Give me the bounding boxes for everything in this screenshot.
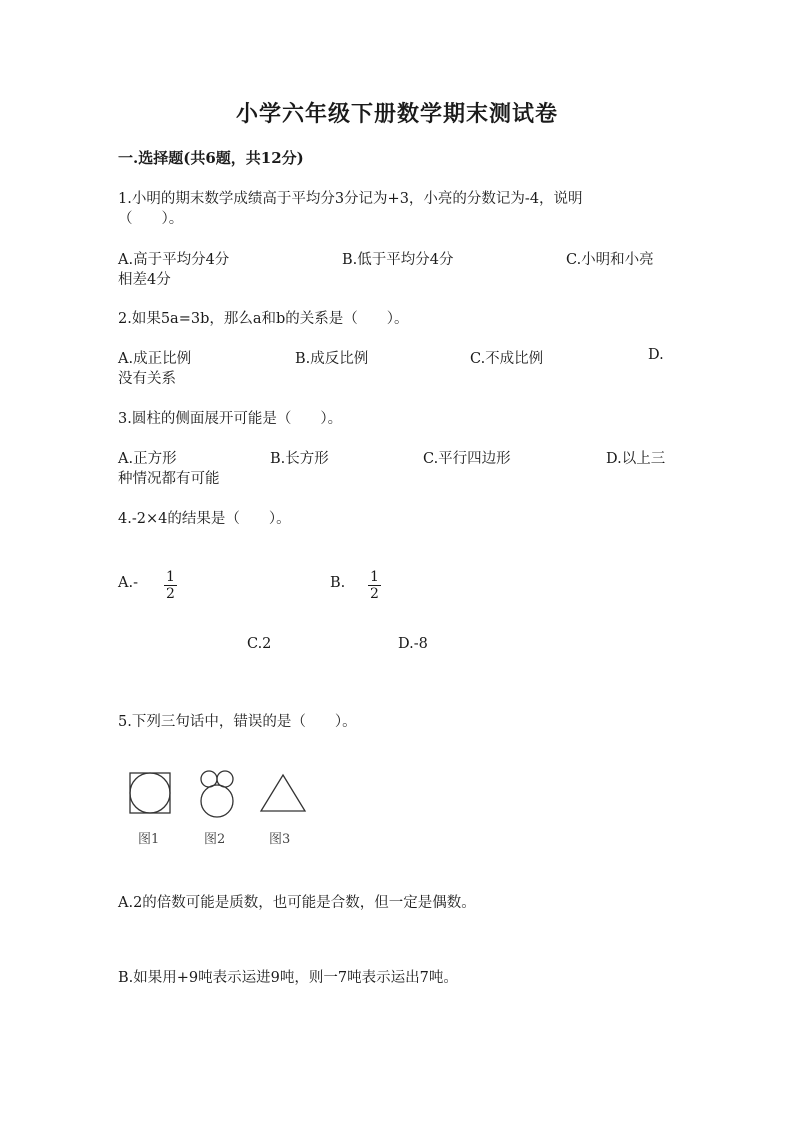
q4-option-b: B. xyxy=(330,575,346,591)
q1-option-c: C.小明和小亮 xyxy=(566,252,654,268)
q4-option-d: D.-8 xyxy=(398,636,428,652)
q4-stem: 4.-2×4的结果是（ ）。 xyxy=(118,511,291,527)
q1-option-a: A.高于平均分4分 xyxy=(118,252,230,268)
q1-stem: 1.小明的期末数学成绩高于平均分3分记为+3，小亮的分数记为-4，说明 xyxy=(118,191,583,207)
q5-stem: 5.下列三句话中，错误的是（ ）。 xyxy=(118,714,357,730)
figure1-label: 图1 xyxy=(138,832,160,847)
q3-option-c: C.平行四边形 xyxy=(423,451,511,467)
figure2-label: 图2 xyxy=(204,832,226,847)
figure3-label: 图3 xyxy=(269,832,291,847)
section-heading: 一.选择题(共6题，共12分) xyxy=(118,149,304,167)
q2-option-a: A.成正比例 xyxy=(118,351,192,367)
q3-stem: 3.圆柱的侧面展开可能是（ ）。 xyxy=(118,411,343,427)
page-title: 小学六年级下册数学期末测试卷 xyxy=(235,101,558,127)
q4-option-a-fraction xyxy=(164,569,177,602)
fraction-denominator: 2 xyxy=(370,586,379,602)
q5-option-b: B.如果用+9吨表示运进9吨，则一7吨表示运出7吨。 xyxy=(118,970,458,986)
q2-option-c: C.不成比例 xyxy=(470,351,544,367)
q2-option-b: B.成反比例 xyxy=(295,351,369,367)
q5-option-a: A.2的倍数可能是质数，也可能是合数，但一定是偶数。 xyxy=(118,895,476,911)
q3-option-b: B.长方形 xyxy=(270,451,329,467)
q3-option-a: A.正方形 xyxy=(118,451,177,467)
figure2-large-circle xyxy=(201,785,233,817)
q2-option-d-cont: 没有关系 xyxy=(118,371,176,387)
fraction-numerator: 1 xyxy=(166,569,175,585)
q5-figures xyxy=(120,765,320,825)
q4-option-c: C.2 xyxy=(247,636,272,652)
q3-option-d: D.以上三 xyxy=(606,451,666,467)
q2-stem: 2.如果5a=3b，那么a和b的关系是（ ）。 xyxy=(118,311,409,327)
figure1-circle xyxy=(130,773,170,813)
q4-option-a: A.- xyxy=(118,575,138,591)
q1-option-b: B.低于平均分4分 xyxy=(342,252,454,268)
q1-option-c-cont: 相差4分 xyxy=(118,272,171,288)
q1-stem-line2: （ ）。 xyxy=(118,211,184,227)
q3-option-d-cont: 种情况都有可能 xyxy=(118,471,220,487)
figure3-triangle xyxy=(261,775,305,811)
fraction-numerator: 1 xyxy=(370,569,379,585)
q4-option-b-fraction xyxy=(368,569,381,602)
q2-option-d: D. xyxy=(648,347,664,363)
fraction-denominator: 2 xyxy=(166,586,175,602)
